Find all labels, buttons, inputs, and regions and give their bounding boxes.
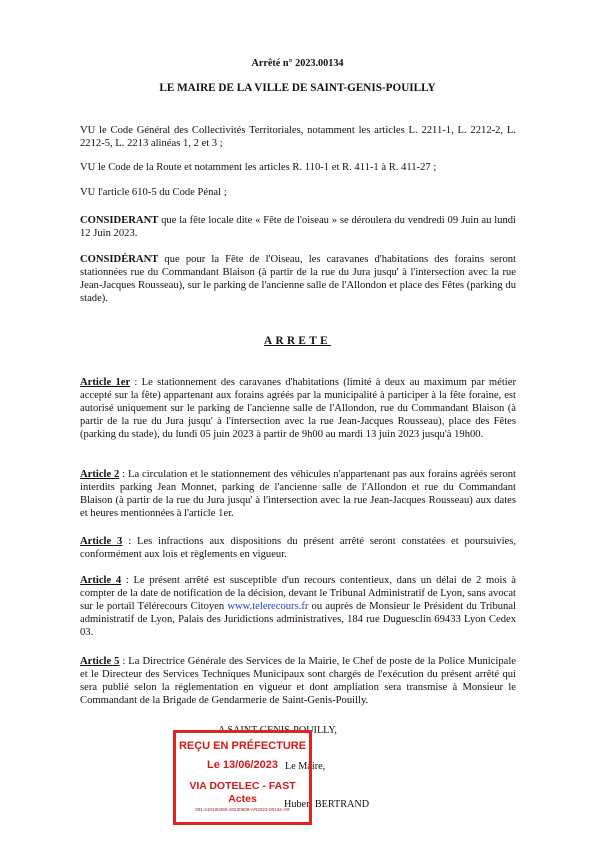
considerant-paragraph-2: [80, 253, 516, 305]
telerecours-link[interactable]: www.telerecours.fr: [227, 601, 309, 612]
vu-paragraph-1: VU le Code Général des Collectivités Territoriales, notamment les articles L. 2211-1, L. 2212-2, L. 2212-5, L. 2213 alinéas 1, 2 et 3 ;: [80, 125, 516, 149]
article-2: [80, 468, 516, 520]
article-text: : Le stationnement des caravanes d'habitations (limité à deux au maximum par métier accepté sur la fête) appartenant aux forains agréés par la municipalité à participer à la fête foraine, est autorisé uniquement sur le parking de l'ancienne salle de l'Allondon, rue du Commandant Blaison (à partir de la rue du Jura jusqu' à l'intersection avec la rue Jean-Jacques Rousseau), place des Fêtes (parking du stade), du lundi 05 juin 2023 à partir de 9h00 au mardi 13 juin 2023 jusqu'à 19h00.: [80, 377, 516, 440]
article-text: : Les infractions aux dispositions du présent arrêté seront constatées et poursuivies, conformément aux lois et règlements en vigueur.: [80, 536, 516, 560]
decree-number: Arrêté n° 2023.00134: [251, 58, 344, 69]
signature-role: Le Maire,: [285, 761, 326, 772]
considerant-label: CONSIDERANT: [80, 215, 159, 226]
stamp-channel-text: VIA DOTELEC - FAST Actes: [189, 780, 296, 805]
article-5: [80, 655, 516, 707]
signature-name: Hubert BERTRAND: [284, 799, 370, 810]
considerant-text: que la fête locale dite « Fête de l'oiseau » se déroulera du vendredi 09 Juin au lundi 12 Juin 2023.: [80, 215, 516, 239]
considerant-text: que pour la Fête de l'Oiseau, les caravanes d'habitations des forains seront stationnées rue du Commandant Blaison (à partir de la rue du Jura jusqu' à l'intersection avec la rue Jean-Jacques Rousseau), sur le parking de l'ancienne salle de l'Allondon et place des Fêtes (parking du stade).: [80, 254, 516, 304]
article-3: [80, 535, 516, 561]
stamp-id-text: 001-210100466-20230609-AR2023-00134-AR: [195, 807, 290, 812]
vu-paragraph-3: VU l'article 610-5 du Code Pénal ;: [80, 187, 227, 198]
prefecture-stamp: [173, 730, 312, 825]
decree-title: LE MAIRE DE LA VILLE DE SAINT-GENIS-POUILLY: [159, 82, 436, 94]
stamp-date-text: Le 13/06/2023: [207, 759, 278, 771]
article-label: Article 2: [80, 469, 120, 480]
article-label: Article 1er: [80, 377, 131, 388]
article-text: ou auprès de Monsieur le Président du Tribunal administratif de Lyon, Palais des Juridictions administratives, 184 rue Duguesclin 69433 Lyon Cedex 03.: [80, 601, 516, 638]
signature-place: A SAINT-GENIS-POUILLY,: [218, 725, 337, 736]
article-label: Article 5: [80, 656, 120, 667]
article-text: : La Directrice Générale des Services de la Mairie, le Chef de poste de la Police Municipale et le Directeur des Services Techniques Municipaux sont chargés de l'exécution du présent arrêté qui sera publié selon la réglementation en vigueur et dont ampliation sera transmise à Monsieur le Commandant de la Brigade de Gendarmerie de Saint-Genis-Pouilly.: [80, 656, 516, 706]
article-label: Article 3: [80, 536, 123, 547]
article-4: [80, 574, 516, 639]
article-text: : Le présent arrêté est susceptible d'un recours contentieux, dans un délai de 2 mois à compter de la date de notification de la décision, devant le Tribunal Administratif de Lyon, sans avocat sur le portail Télérecours Citoyen: [80, 575, 516, 612]
considerant-paragraph-1: [80, 214, 516, 240]
article-text: : La circulation et le stationnement des véhicules n'appartenant pas aux forains agréés seront interdits parking Jean Monnet, parking de l'ancienne salle de l'Allondon et rue du Commandant Blaison (à partir de la rue du Jura jusqu' à l'intersection avec la rue Jean-Jacques Rousseau) aux dates et heures mentionnées à l'article 1er.: [80, 469, 516, 519]
article-label: Article 4: [80, 575, 122, 586]
arrete-heading: ARRETE: [263, 335, 332, 347]
vu-paragraph-2: VU le Code de la Route et notamment les articles R. 110-1 et R. 411-1 à R. 411-27 ;: [80, 162, 437, 173]
considerant-label: CONSIDÉRANT: [80, 254, 159, 265]
stamp-received-text: REÇU EN PRÉFECTURE: [178, 740, 307, 752]
article-1: [80, 376, 516, 441]
